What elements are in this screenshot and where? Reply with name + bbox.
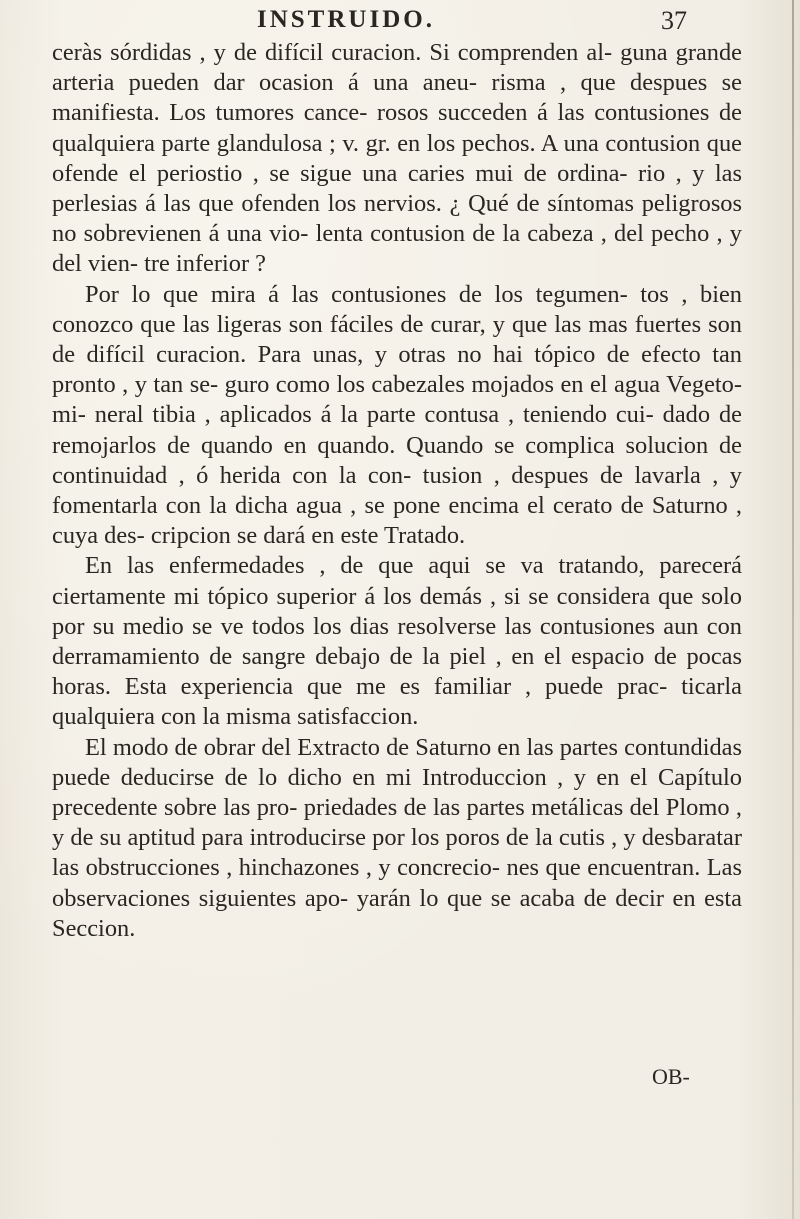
- page-edge-shadow: [792, 0, 794, 1219]
- body-text: [52, 38, 742, 944]
- running-title: INSTRUIDO.: [257, 6, 435, 33]
- page-number: 37: [661, 6, 687, 35]
- catchword: OB-: [652, 1064, 690, 1089]
- paragraph: ceràs sórdidas , y de difícil curacion. Si comprenden al- guna grande arteria pueden dar ocasion á una aneu- risma , que despues se manifiesta. Los tumores cance- rosos succeden á las contusiones de qualquiera parte glandulosa ; v. gr. en los pechos. A una contusion que ofende el periostio , se sigue una caries mui de ordina- rio , y las perlesias á las que ofenden los nervios. ¿ Qué de síntomas peligrosos no sobrevienen á una vio- lenta contusion de la cabeza , del pecho , y del vien- tre inferior ?: [52, 39, 742, 278]
- paragraph: El modo de obrar del Extracto de Saturno en las partes contundidas puede deducirse de lo dicho en mi Introduccion , y en el Capítulo precedente sobre las pro- priedades de las partes metálicas del Plomo , y de su aptitud para introducirse por los poros de la cutis , y desbaratar las obstrucciones , hinchazones , y concrecio- nes que encuentran. Las observaciones siguientes apo- yarán lo que se acaba de decir en esta Seccion.: [52, 733, 742, 942]
- running-header: [0, 6, 800, 36]
- paragraph: Por lo que mira á las contusiones de los tegumen- tos , bien conozco que las ligeras son fáciles de curar, y que las mas fuertes son de difícil curacion. Para unas, y otras no hai tópico de efecto tan pronto , y tan se- guro como los cabezales mojados en el agua Vegeto-mi- neral tibia , aplicados á la parte contusa , teniendo cui- dado de remojarlos de quando en quando. Quando se complica solucion de continuidad , ó herida con la con- tusion , despues de lavarla , y fomentarla con la dicha agua , se pone encima el cerato de Saturno , cuya des- cripcion se dará en este Tratado.: [52, 280, 742, 550]
- paragraph: En las enfermedades , de que aqui se va tratando, parecerá ciertamente mi tópico superior á los demás , si se considera que solo por su medio se ve todos los dias resolverse las contusiones aun con derramamiento de sangre debajo de la piel , en el espacio de pocas horas. Esta experiencia que me es familiar , puede prac- ticarla qualquiera con la misma satisfaccion.: [52, 552, 742, 731]
